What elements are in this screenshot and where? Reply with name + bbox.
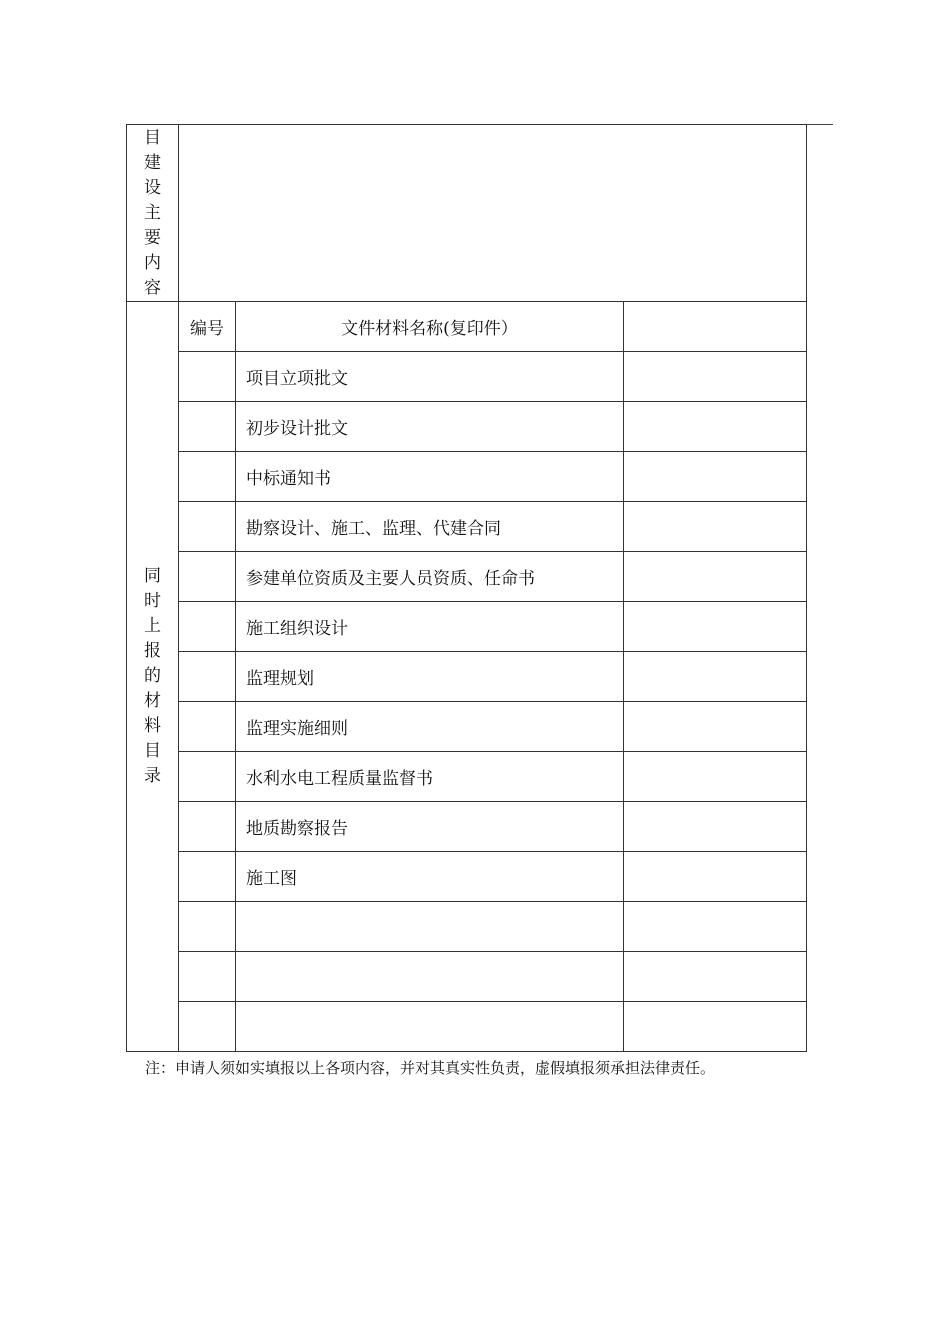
row-name-cell: 地质勘察报告 (236, 802, 624, 852)
table-row (127, 952, 807, 1002)
row-extra-cell[interactable] (624, 402, 807, 452)
project-content-field[interactable] (179, 125, 807, 302)
row-extra-cell[interactable] (624, 902, 807, 952)
project-content-label-cell (127, 125, 179, 302)
materials-header-row (127, 302, 807, 352)
column-header-extra (624, 302, 807, 352)
table-row (127, 702, 807, 752)
column-header-name: 文件材料名称(复印件） (236, 302, 624, 352)
row-extra-cell[interactable] (624, 702, 807, 752)
row-number-cell[interactable] (179, 502, 236, 552)
row-name-cell: 初步设计批文 (236, 402, 624, 452)
table-edge-line (805, 124, 833, 125)
table-row (127, 852, 807, 902)
materials-label-cell (127, 302, 179, 1052)
table-row (127, 502, 807, 552)
row-extra-cell[interactable] (624, 352, 807, 402)
row-number-cell[interactable] (179, 702, 236, 752)
materials-form-table (126, 124, 807, 1052)
row-extra-cell[interactable] (624, 752, 807, 802)
row-number-cell[interactable] (179, 652, 236, 702)
table-row (127, 402, 807, 452)
row-number-cell[interactable] (179, 602, 236, 652)
row-name-cell (236, 1002, 624, 1052)
table-row (127, 352, 807, 402)
table-row (127, 902, 807, 952)
row-name-cell: 勘察设计、施工、监理、代建合同 (236, 502, 624, 552)
row-name-cell (236, 902, 624, 952)
row-number-cell[interactable] (179, 752, 236, 802)
row-name-cell: 施工图 (236, 852, 624, 902)
row-number-cell[interactable] (179, 902, 236, 952)
row-extra-cell[interactable] (624, 952, 807, 1002)
table-row (127, 452, 807, 502)
row-extra-cell[interactable] (624, 602, 807, 652)
row-number-cell[interactable] (179, 852, 236, 902)
table-row (127, 602, 807, 652)
table-row (127, 752, 807, 802)
table-row (127, 652, 807, 702)
table-row (127, 552, 807, 602)
project-content-row (127, 125, 807, 302)
row-number-cell[interactable] (179, 402, 236, 452)
row-extra-cell[interactable] (624, 452, 807, 502)
row-number-cell[interactable] (179, 352, 236, 402)
table-row (127, 1002, 807, 1052)
materials-label: 同时上报的材料目录 (144, 566, 161, 786)
row-name-cell: 水利水电工程质量监督书 (236, 752, 624, 802)
row-extra-cell[interactable] (624, 502, 807, 552)
row-name-cell: 项目立项批文 (236, 352, 624, 402)
column-header-number: 编号 (179, 302, 236, 352)
row-name-cell: 施工组织设计 (236, 602, 624, 652)
footnote: 注：申请人须如实填报以上各项内容，并对其真实性负责，虚假填报须承担法律责任。 (145, 1059, 716, 1077)
row-number-cell[interactable] (179, 952, 236, 1002)
project-content-label: 目建设主要内容 (144, 128, 161, 298)
row-number-cell[interactable] (179, 552, 236, 602)
row-name-cell: 参建单位资质及主要人员资质、任命书 (236, 552, 624, 602)
row-extra-cell[interactable] (624, 802, 807, 852)
row-number-cell[interactable] (179, 452, 236, 502)
row-name-cell (236, 952, 624, 1002)
row-extra-cell[interactable] (624, 852, 807, 902)
row-extra-cell[interactable] (624, 652, 807, 702)
table-row (127, 802, 807, 852)
row-number-cell[interactable] (179, 802, 236, 852)
row-name-cell: 监理规划 (236, 652, 624, 702)
row-extra-cell[interactable] (624, 552, 807, 602)
row-name-cell: 监理实施细则 (236, 702, 624, 752)
row-extra-cell[interactable] (624, 1002, 807, 1052)
row-name-cell: 中标通知书 (236, 452, 624, 502)
row-number-cell[interactable] (179, 1002, 236, 1052)
